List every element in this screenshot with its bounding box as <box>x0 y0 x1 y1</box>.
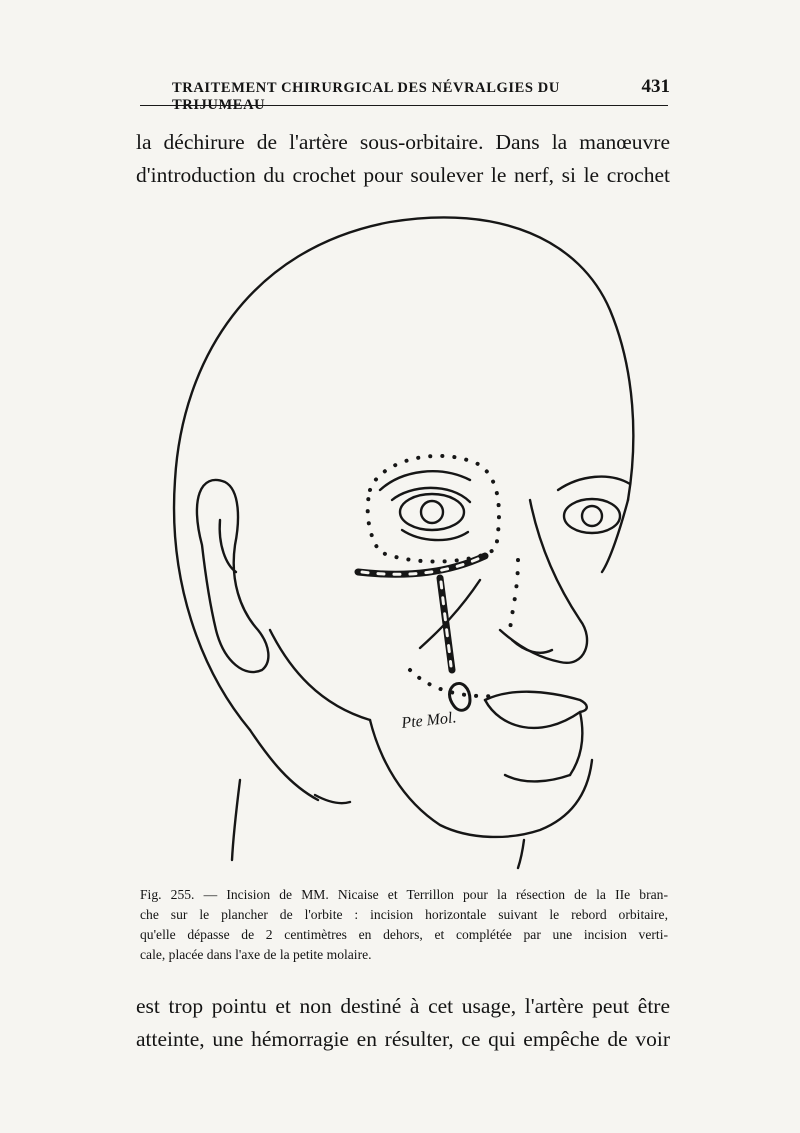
body-paragraph-bottom <box>136 990 670 1056</box>
figure-caption <box>140 885 668 965</box>
ear <box>197 480 268 672</box>
vertical-incision <box>440 578 452 670</box>
caption-line: che sur le plancher de l'orbite : incision horizontale suivant le rebord orbitaire, <box>140 907 668 922</box>
lower-lip <box>485 700 580 728</box>
figure-label: Fig. 255. <box>140 887 195 902</box>
left-iris <box>421 501 443 523</box>
upper-lip <box>485 692 587 712</box>
caption-line <box>140 885 668 905</box>
nostril <box>512 640 552 653</box>
neck-fold <box>315 795 350 803</box>
page-number: 431 <box>641 76 670 97</box>
text-line: est trop pointu et non destiné à cet usage, l'artère peut être <box>136 994 670 1018</box>
text-line: d'introduction du crochet pour soulever le nerf, si le crochet <box>136 163 670 187</box>
figure-face-incision <box>140 200 670 870</box>
molar-mark <box>450 683 471 710</box>
mouth-crease <box>570 712 582 775</box>
forehead-right <box>602 500 628 572</box>
face-side <box>270 630 370 720</box>
right-eye <box>564 499 620 533</box>
head-outline <box>174 217 633 730</box>
left-eye-lower <box>402 530 468 540</box>
face-illustration <box>140 200 670 870</box>
neck-line <box>232 780 240 860</box>
caption-line-text: — Incision de MM. Nicaise et Terrillon pour la résection de la IIe bran- <box>203 887 668 902</box>
running-head-title: TRAITEMENT CHIRURGICAL DES NÉVRALGIES DU TRIJUMEAU <box>172 80 560 113</box>
caption-line: qu'elle dépasse de 2 centimètres en dehors, et complétée par une incision verti- <box>140 927 668 942</box>
running-head <box>172 76 670 114</box>
left-eye <box>400 494 464 530</box>
text-line: la déchirure de l'artère sous-orbitaire. Dans la manœuvre <box>136 130 670 154</box>
right-iris <box>582 506 602 526</box>
horizontal-incision <box>358 556 485 574</box>
right-brow <box>558 477 630 490</box>
chin-lower <box>518 840 524 868</box>
molar-annotation: Pte Mol. <box>400 709 458 732</box>
nasal-dotted-line <box>510 560 518 630</box>
body-paragraph-top <box>136 126 670 192</box>
caption-line: cale, placée dans l'axe de la petite molaire. <box>140 947 372 962</box>
header-rule <box>140 105 668 106</box>
nose <box>500 500 587 663</box>
text-line: atteinte, une hémorragie en résulter, ce qui empêche de voir <box>136 1027 670 1051</box>
jaw-crease <box>505 775 570 781</box>
jaw-left <box>250 730 318 800</box>
